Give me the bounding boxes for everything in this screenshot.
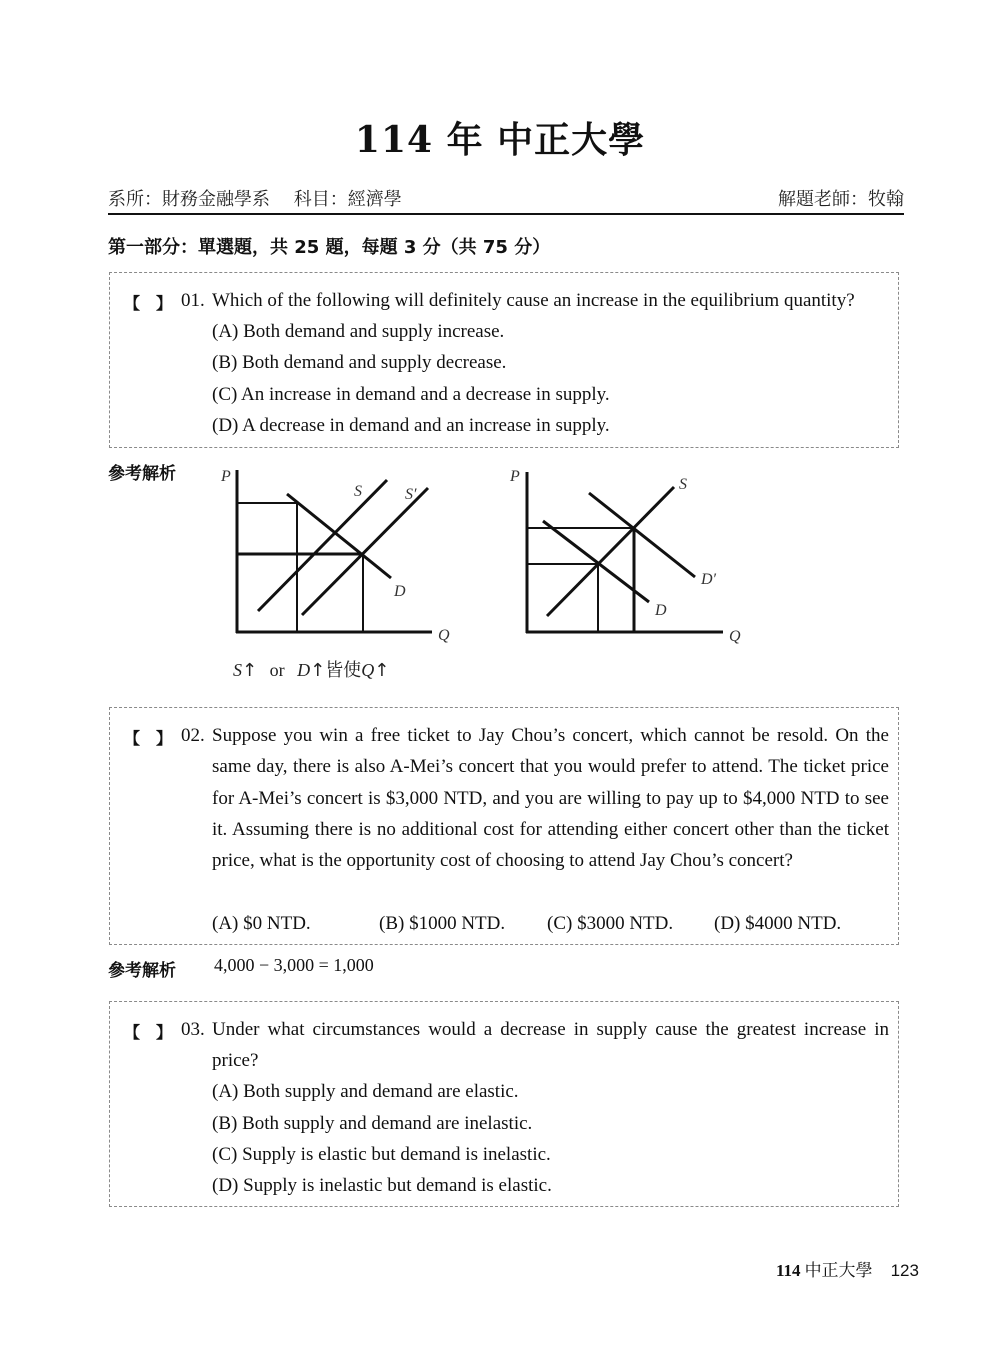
right-diagram [509,468,741,645]
solution-label-2: 參考解析 [108,961,176,981]
question-text: Suppose you win a free ticket to Jay Chou’s concert, which cannot be resold. On the same day, there is also A-Mei’s concert that you would prefer to attend. The ticket price for A-Mei’s concert is $3,000 NTD, and you are willing to pay up to $4,000 NTD to see it. Assuming there is no additional cost for attending either concert other than the ticket price, what is the opportunity cost of choosing to attend Jay Chou’s concert? [212,725,889,872]
question-number: 02. [181,725,205,746]
option-d: (D) $4000 NTD. [714,913,842,934]
left-supply-shifted-curve [302,488,428,615]
solution-formula-2: 4,000 − 3,000 = 1,000 [214,955,374,975]
left-diagram [220,468,450,644]
right-d-label: D [655,602,667,619]
diagram-caption [233,656,389,682]
department: 系所：財務金融學系 [108,189,270,210]
caption-up-arrow-2: ↑ [310,660,326,681]
right-demand-curve [543,521,649,602]
caption-q: Q [361,660,375,680]
left-supply-curve [258,480,387,611]
right-supply-curve [547,487,674,616]
right-s-label: S [679,476,687,493]
question-text: Under what circumstances would a decrease in supply cause the greatest increase in price? [212,1019,889,1072]
caption-or: or [269,660,285,680]
left-p-label: P [221,468,231,485]
answer-bracket: 【 】 [124,1023,173,1042]
option-c: (C) $3000 NTD. [547,913,674,934]
question-number: 01. [181,290,205,311]
option-b: (B) $1000 NTD. [379,913,506,934]
caption-d: D [297,660,311,680]
answer-bracket: 【 】 [124,294,173,313]
caption-up-arrow-1: ↑ [242,660,258,681]
option-a: (A) $0 NTD. [212,913,311,934]
right-d-prime-label: D′ [701,571,717,588]
right-demand-shifted-curve [589,493,695,577]
left-s-prime-label: S′ [405,486,417,503]
question-number: 03. [181,1019,205,1040]
left-s-label: S [354,483,362,500]
caption-up-arrow-3: ↑ [374,660,390,681]
solution-label-1: 參考解析 [108,464,176,484]
teacher: 解題老師：牧翰 [778,189,904,210]
option-d: (D) Supply is inelastic but demand is elastic. [212,1175,552,1196]
option-a: (A) Both demand and supply increase. [212,321,505,342]
page-number: 123 [890,1261,919,1280]
page-footer [776,1256,919,1281]
right-p-label: P [510,468,520,485]
left-q-label: Q [438,627,450,644]
option-c: (C) Supply is elastic but demand is inelastic. [212,1144,551,1165]
caption-zh: 皆使 [325,660,362,681]
section-title: 第一部分：單選題，共 25 題，每題 3 分（共 75 分） [108,237,551,258]
option-b: (B) Both supply and demand are inelastic. [212,1113,533,1134]
left-d-label: D [394,583,406,600]
right-q-label: Q [729,628,741,645]
option-c: (C) An increase in demand and a decrease in supply. [212,384,610,405]
page-title: 114 年 中正大學 [354,119,646,161]
footer-school: 中正大學 [804,1261,873,1281]
footer-year: 114 [776,1261,801,1280]
meta-left [108,185,420,211]
question-text: Which of the following will definitely cause an increase in the equilibrium quantity? [212,290,855,311]
option-d: (D) A decrease in demand and an increase in supply. [212,415,610,436]
caption-s: S [233,660,242,680]
option-a: (A) Both supply and demand are elastic. [212,1081,519,1102]
option-b: (B) Both demand and supply decrease. [212,352,507,373]
question-box-1 [109,272,899,448]
left-demand-curve [287,494,391,578]
question-box-2 [109,707,899,945]
question-box-3 [109,1001,899,1207]
meta-row [108,185,904,215]
answer-bracket: 【 】 [124,729,173,748]
subject: 科目：經濟學 [293,189,402,210]
